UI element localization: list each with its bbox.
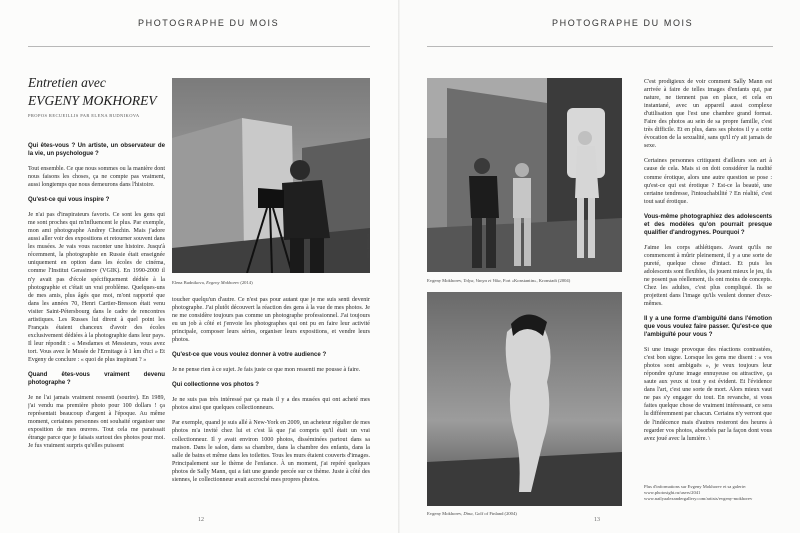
header-rule-left xyxy=(28,46,370,47)
interview-question: Qui collectionne vos photos ? xyxy=(172,381,260,389)
article-title xyxy=(28,74,168,110)
interview-answer: Je n'ai pas d'inspirateurs favoris. Ce sont les gens qui me sont proches qui m'influencent le plus. Par exemple, mon ami photographe Andrey Chezhin. Mais j'adore aussi aller voir des expositions et retourner souvent dans les musées. Je vais vous raconter une histoire. Jusqu'à récemment, la photographie en Russie était enseignée uniquement en option dans les écoles de cinéma, comme l'Institut Gerasimov (VGIK). En 1990-2000 il n'y avait pas d'école spécifiquement dédiée à la photographie et c'était un vrai problème. Quelques-uns de mes amis, plus âgés que moi, m'ont rapporté que dans les années 70, Henri Cartier-Bresson était venu visiter Saint-Pétersbourg dans le cadre de rencontres artistiques. Les Russes lui dirent à quel point les Français étaient chanceux d'avoir des écoles exclusivement dédiées à la photographie dans leur pays. Il leur répondit : « Mesdames et Messieurs, vous avez tort. Vous avez le Musée de l'Ermitage à 1 km d'ici » Et Evgeny de conclure : « quoi de plus inspirant ? » xyxy=(28,212,165,363)
interview-question: Qui êtes-vous ? Un artiste, un observateur de la vie, un psychologue ? xyxy=(28,142,165,157)
footnote-link-1[interactable]: www.photosight.ru/users/2041 xyxy=(644,490,701,495)
caption-bottom-photo: Evgeny Mokhorev, Dina, Golf of Finland (2004) xyxy=(427,511,517,516)
left-column-2 xyxy=(172,296,370,510)
running-head-left: PHOTOGRAPHE DU MOIS xyxy=(138,18,280,28)
left-column-1 xyxy=(28,142,165,510)
interview-question: Qu'est-ce qui vous inspire ? xyxy=(28,196,110,204)
header-rule-right xyxy=(427,46,773,47)
interview-answer: toucher quelqu'un d'autre. Ce n'est pas pour autant que je me suis senti devenir photographe. J'ai plutôt découvert la réaction des gens à la vue de mes photos. Je ne me considère toujours pas comme un photographe professionnel. J'ai toujours eu un job à côté et j'envoie les photographes qui ont pu en faire leur activité principale, composer leurs séries, organiser leurs expositions, et vendre leurs photos. xyxy=(172,297,370,344)
interview-question: Qu'est-ce que vous voulez donner à votre audience ? xyxy=(172,351,327,359)
interview-answer: Si une image provoque des réactions contrastées, c'est bon signe. Lorsque les gens me disent : « vos photos sont ambiguës », je veux toujours leur répondre qu'une image ennuyeuse ou attractive, ça saute aux yeux si tout y est évident. Et l'évidence dans l'art, c'est une sorte de mort. Alors mieux vaut ne pas s'y engager du tout. En revanche, si vous faites quelque chose de vraiment intéressant, ce sera lu différemment par chacun. Certains n'y verront que de l'indécence mais d'autres resteront des heures à regarder vos photos, absorbés par la façon dont vous avez joué avec la lumière. \ xyxy=(644,347,772,442)
footnote xyxy=(644,484,784,502)
interview-answer: Certaines personnes critiquent d'ailleurs son art à cause de cela. Mais si on doit considérer la nudité comme érotique, alors une autre question se pose : qu'est-ce qui est érotique ? Est-ce la beauté, une certaine tendresse, l'intouchabilité ? En réalité, c'est tout sauf érotique. xyxy=(644,158,772,205)
right-page xyxy=(400,0,800,533)
photo-tolya-vanya-vika xyxy=(427,78,622,272)
interview-answer: Par exemple, quand je suis allé à New-York en 2009, un acheteur régulier de mes photos m'a invité chez lui et c'est là que j'ai compris qu'il était un vrai collectionneur. Il y avait environ 1000 photos, disséminées partout dans sa maison. Dans le salon, dans sa chambre, dans la chambre des enfants, dans la salle de bains et même dans les toilettes. Tous les murs étaient couverts d'images. Principalement sur le thème de l'enfance. À un moment, j'ai repéré quelques photos de Sally Mann, qui a fait une grande percée sur ce thème. Juste à côté des siennes, le collectionneur avait accroché mes propres photos. xyxy=(172,420,370,483)
right-column xyxy=(644,78,772,476)
interview-answer: Je ne pense rien à ce sujet. Je fais juste ce que mon ressenti me pousse à faire. xyxy=(172,367,361,374)
interview-answer: C'est prodigieux de voir comment Sally Mann est arrivée à faire de telles images d'enfants qui, par nature, ne tiennent pas en place, et cela en instantané, avec un appareil aussi complexe d'utilisation que l'est une chambre grand format. Faire des photos au sein de sa propre famille, c'est très difficile. Et en plus, dans ses photos il y a cette évocation de la sexualité, sans qu'il n'y ait jamais de sexe. xyxy=(644,79,772,150)
page-number-left: 12 xyxy=(198,517,204,523)
footnote-link-2[interactable]: www.nailyaalexandergallery.com/artists/evgeny-mokhorev xyxy=(644,496,753,501)
interview-question: Quand êtes-vous vraiment devenu photographe ? xyxy=(28,371,165,387)
title-line-2: EVGENY MOKHOREV xyxy=(28,93,157,108)
byline: PROPOS RECUEILLIS PAR ELENA BUDNIKOVA xyxy=(28,113,140,118)
photo-credit-vertical: Elena Budnikova xyxy=(366,233,370,258)
caption-portrait: Elena Budnikova, Evgeny Mokhorev (2014) xyxy=(172,280,253,285)
interview-question: Il y a une forme d'ambiguïté dans l'émotion que vous voulez faire passer. Qu'est-ce que l'ambiguïté pour vous ? xyxy=(644,315,772,339)
running-head-right: PHOTOGRAPHE DU MOIS xyxy=(552,18,694,28)
interview-answer: Tout ensemble. Ce que nous sommes ou la manière dont nous faisons les choses, ça ne compte pas vraiment, aussi longtemps que nous demeurons dans l'histoire. xyxy=(28,166,165,189)
interview-answer: Je ne suis pas très intéressé par ça mais il y a des musées qui ont acheté mes photos ainsi que quelques collectionneurs. xyxy=(172,397,370,412)
title-line-1: Entretien avec xyxy=(28,75,106,90)
photo-portrait-mokhorev xyxy=(172,78,370,273)
page-number-right: 13 xyxy=(594,517,600,523)
caption-top-photo: Evgeny Mokhorev, Tolya, Vanya et Vika, Fort «Konstantin», Kronstadt (2004) xyxy=(427,278,571,283)
interview-answer: J'aime les corps athlétiques. Avant qu'ils ne commencent à mûrir pleinement, il y a une sorte de pureté, quelque chose d'intact. Et puis les adolescents sont flexibles, ils jouent mieux le jeu, ils ne posent pas réellement, ils ont moins de concepts. Chez les adultes, c'est plus compliqué. Ils se projettent dans l'image qu'ils veulent donner d'eux-mêmes. xyxy=(644,244,772,308)
interview-question: Vous-même photographiez des adolescents et des modèles qu'on pourrait presque qualifier d'androgynes. Pourquoi ? xyxy=(644,212,772,236)
footnote-line-1: Plus d'informations sur Evgeny Mokhorev et sa galerie: xyxy=(644,484,747,489)
photo-dina xyxy=(427,292,622,506)
interview-answer: Je ne l'ai jamais vraiment ressenti (sourire). En 1989, j'ai vendu ma première photo pour 100 dollars ! ça représentait beaucoup d'argent à l'époque. Au même moment, certaines personnes ont souhaité organiser une exposition de mes œuvres. Tout cela me paraissait étrange parce que je faisais surtout des photos pour moi. Je fus vraiment surpris qu'elles puissent xyxy=(28,395,165,450)
